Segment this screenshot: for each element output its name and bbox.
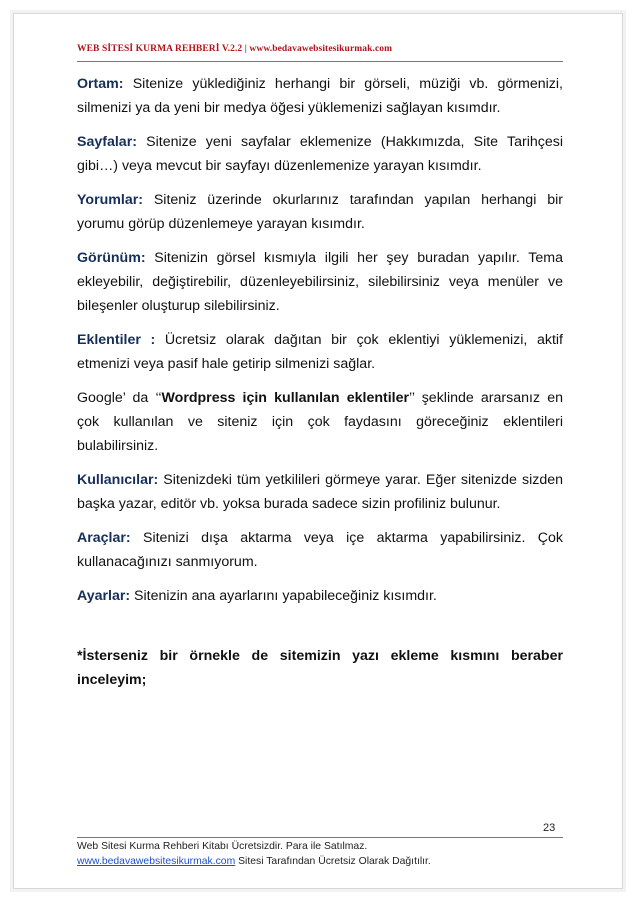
paragraph-ortam xyxy=(77,72,563,120)
paragraph-gorunum xyxy=(77,246,563,318)
term-description: Siteniz üzerinde okurlarınız tarafından yapılan herhangi bir yorumu görüp düzenlemeye yarayan kısımdır. xyxy=(77,192,563,232)
paragraph-eklentiler xyxy=(77,328,563,376)
footer-line-2 xyxy=(77,855,431,870)
paragraph-google xyxy=(77,386,563,458)
spacer xyxy=(77,618,563,644)
google-text-before: Google’ da ‘‘ xyxy=(77,390,162,406)
term-label: Görünüm: xyxy=(77,250,146,266)
term-description: Sitenizi dışa aktarma veya içe aktarma yapabilirsiniz. Çok kullanacağınızı sanmıyorum. xyxy=(77,530,563,570)
google-text-after: ’’ şeklinde ararsanız en çok kullanılan ve siteniz için çok faydasını göreceğiniz eklentileri bulabilirsiniz. xyxy=(77,390,563,454)
term-label: Eklentiler : xyxy=(77,332,156,348)
page-number: 23 xyxy=(543,822,556,834)
term-label: Ayarlar: xyxy=(77,588,131,604)
term-description: Sitenizin görsel kısmıyla ilgili her şey buradan yapılır. Tema ekleyebilir, değiştirebilir, düzenleyebilirsiniz, silebilirsiniz veya menüler ve bileşenler oluşturup silebilirsiniz. xyxy=(77,250,563,314)
google-search-term: Wordpress için kullanılan eklentiler xyxy=(161,390,410,406)
paragraph-araclar xyxy=(77,526,563,574)
term-label: Kullanıcılar: xyxy=(77,472,159,488)
term-description: Sitenize yüklediğiniz herhangi bir görseli, müziği vb. görmenizi, silmenizi ya da yeni bir medya öğesi yüklemenizi sağlayan kısımdır. xyxy=(77,76,563,116)
page-header: WEB SİTESİ KURMA REHBERİ V.2.2 | www.bedavawebsitesikurmak.com xyxy=(77,44,393,54)
footer-line-2-text: Sitesi Tarafından Ücretsiz Olarak Dağıtılır. xyxy=(235,855,431,867)
paragraph-ayarlar xyxy=(77,584,563,608)
footer-divider xyxy=(77,837,563,838)
paragraph-yorumlar xyxy=(77,188,563,236)
term-description: Sitenizin ana ayarlarını yapabileceğiniz kısımdır. xyxy=(130,588,437,604)
term-label: Ortam: xyxy=(77,76,124,92)
term-label: Yorumlar: xyxy=(77,192,143,208)
footer-website-link[interactable]: www.bedavawebsitesikurmak.com xyxy=(77,855,236,867)
page-content xyxy=(77,72,563,702)
term-label: Araçlar: xyxy=(77,530,131,546)
term-description: Sitenize yeni sayfalar eklemenize (Hakkımızda, Site Tarihçesi gibi…) veya mevcut bir sayfayı düzenlemenize yarayan kısımdır. xyxy=(77,134,563,174)
term-label: Sayfalar: xyxy=(77,134,137,150)
term-description: Ücretsiz olarak dağıtan bir çok eklentiyi yüklemenizi, aktif etmenizi veya pasif hale getirip silmenizi sağlar. xyxy=(77,332,563,372)
final-note: *İsterseniz bir örnekle de sitemizin yazı ekleme kısmını beraber inceleyim; xyxy=(77,648,563,688)
term-description: Sitenizdeki tüm yetkilileri görmeye yarar. Eğer sitenizde sizden başka yazar, editör vb. yoksa burada sadece sizin profiliniz bulunur. xyxy=(77,472,563,512)
paragraph-kullanicilar xyxy=(77,468,563,516)
footer-line-1: Web Sitesi Kurma Rehberi Kitabı Ücretsizdir. Para ile Satılmaz. xyxy=(77,841,368,852)
page-footer xyxy=(77,840,431,869)
paragraph-sayfalar xyxy=(77,130,563,178)
header-divider xyxy=(77,61,563,62)
